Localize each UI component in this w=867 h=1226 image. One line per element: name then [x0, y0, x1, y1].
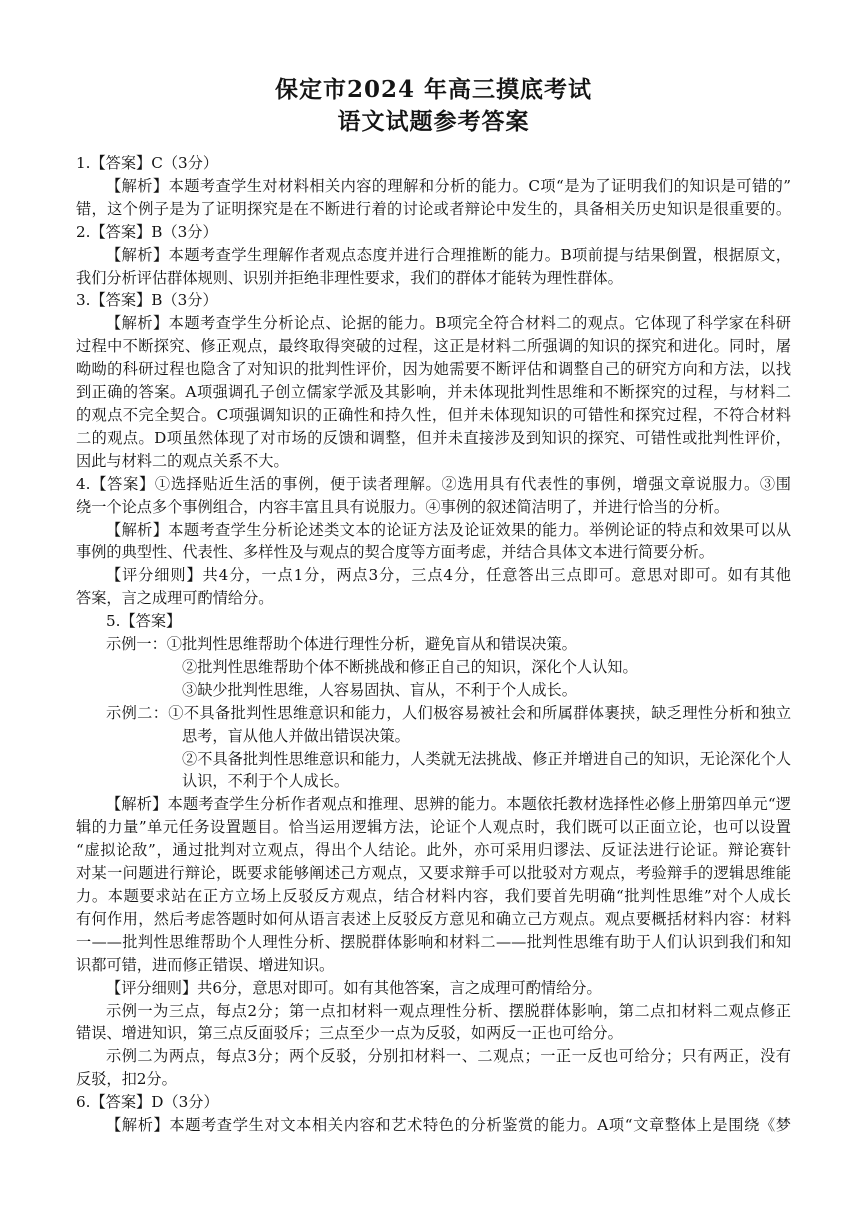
text-line: 示例二：①不具备批判性思维意识和能力，人们极容易被社会和所属群体裹挟，缺乏理性分析和独立 — [106, 703, 791, 722]
page-subtitle: 语文试题参考答案 — [337, 108, 530, 135]
text-line: ③缺少批判性思维，人容易固执、盲从，不利于个人成长。 — [182, 680, 577, 699]
text-line: 1.【答案】C（3分） — [76, 154, 219, 172]
text-line: “虚拟论敌”，通过批判对立观点，得出个人结论。此外，亦可采用归谬法、反证法进行论证。辩论赛针 — [76, 841, 791, 860]
text-line: 反驳，扣2分。 — [76, 1070, 177, 1089]
text-line: 【解析】本题考查学生分析作者观点和推理、思辨的能力。本题依托教材选择性必修上册第四单元“逻 — [106, 795, 791, 814]
text-line: 示例一为三点，每点2分；第一点扣材料一观点理性分析、摆脱群体影响，第二点扣材料二观点修正 — [106, 1001, 791, 1020]
text-line: 示例一：①批判性思维帮助个体进行理性分析，避免盲从和错误决策。 — [106, 635, 577, 654]
text-line: 答案，言之成理可酌情给分。 — [76, 589, 274, 608]
text-line: 辑的力量”单元任务设置题目。恰当运用逻辑方法，论证个人观点时，我们既可以正面立论，也可以设置 — [76, 818, 791, 837]
text-line: 6.【答案】D（3分） — [76, 1093, 219, 1112]
text-line: 3.【答案】B（3分） — [76, 291, 218, 310]
answer-body — [76, 152, 791, 1137]
text-line: 认识，不利于个人成长。 — [182, 772, 350, 791]
text-line: ②不具备批判性思维意识和能力，人类就无法挑战、修正并增进自己的知识，无论深化个人 — [182, 749, 791, 768]
text-line: 我们分析评估群体规则、识别并拒绝非理性要求，我们的群体才能转为理性群体。 — [76, 268, 623, 287]
text-line: 识都可错，进而修正错误、增进知识。 — [76, 955, 335, 974]
text-line: 4.【答案】①选择贴近生活的事例，便于读者理解。②选用具有代表性的事例，增强文章说服力。③围 — [76, 474, 791, 493]
text-line: 有何作用，然后考虑答题时如何从语言表述上反驳反方意见和确立己方观点。观点要概括材料内容：材料 — [76, 909, 791, 928]
header — [76, 74, 791, 138]
text-line: 二的观点。D项虽然体现了对市场的反馈和调整，但并未直接涉及到知识的探究、可错性或批判性评价， — [76, 428, 791, 447]
page-title: 保定市2024 年高三摸底考试 — [274, 76, 593, 103]
text-line: 因此与材料二的观点关系不大。 — [76, 451, 289, 470]
text-line: 一——批判性思维帮助个人理性分析、摆脱群体影响和材料二——批判性思维有助于人们认识到我们和知 — [76, 932, 791, 951]
text-line: 呦呦的科研过程也隐含了对知识的批判性评价，因为她需要不断评估和调整自己的研究方向和方法，以找 — [76, 360, 791, 379]
text-line: 示例二为两点，每点3分；两个反驳，分别扣材料一、二观点；一正一反也可给分；只有两正，没有 — [106, 1047, 791, 1066]
text-line: 5.【答案】 — [106, 612, 182, 631]
text-line: 【解析】本题考查学生对材料相关内容的理解和分析的能力。C项“是为了证明我们的知识是可错的” — [106, 176, 791, 195]
text-line: 【解析】本题考查学生理解作者观点态度并进行合理推断的能力。B项前提与结果倒置，根据原文， — [106, 245, 791, 264]
text-line: 事例的典型性、代表性、多样性及与观点的契合度等方面考虑，并结合具体文本进行简要分析。 — [76, 543, 714, 562]
text-line: 2.【答案】B（3分） — [76, 222, 218, 241]
text-line: 【评分细则】共4分，一点1分，两点3分，三点4分，任意答出三点即可。意思对即可。如有其他 — [106, 566, 791, 585]
text-line: 【解析】本题考查学生分析论述类文本的论证方法及论证效果的能力。举例论证的特点和效果可以从 — [106, 520, 791, 539]
text-line: 错误、增进知识，第三点反面驳斥；三点至少一点为反驳，如两反一正也可给分。 — [76, 1024, 623, 1043]
text-line: 到正确的答案。A项强调孔子创立儒家学派及其影响，并未体现批判性思维和不断探究的过程，与材料二 — [76, 383, 791, 402]
text-line: 力。本题要求站在正方立场上反驳反方观点，结合材料内容，我们要首先明确“批判性思维”对个人成长 — [76, 887, 791, 905]
text-line: 对某一问题进行辩论，既要求能够阐述己方观点，又要求辩手可以批驳对方观点，考验辩手的逻辑思维能 — [76, 864, 791, 883]
text-line: 错，这个例子是为了证明探究是在不断进行着的讨论或者辩论中发生的，具备相关历史知识是很重要的。 — [76, 199, 791, 218]
text-line: 【解析】本题考查学生对文本相关内容和艺术特色的分析鉴赏的能力。A项“文章整体上是围绕《梦 — [106, 1116, 791, 1135]
text-line: 的观点不完全契合。C项强调知识的正确性和持久性，但并未体现知识的可错性和探究过程，不符合材料 — [76, 405, 791, 424]
text-line: ②批判性思维帮助个体不断挑战和修正自己的知识，深化个人认知。 — [182, 657, 638, 676]
text-line: 绕一个论点多个事例组合，内容丰富且具有说服力。④事例的叙述简洁明了，并进行恰当的分析。 — [76, 497, 730, 516]
text-line: 思考，盲从他人并做出错误决策。 — [182, 726, 410, 745]
text-line: 【评分细则】共6分，意思对即可。如有其他答案，言之成理可酌情给分。 — [106, 978, 602, 997]
text-line: 【解析】本题考查学生分析论点、论据的能力。B项完全符合材料二的观点。它体现了科学家在科研 — [106, 314, 791, 333]
text-line: 过程中不断探究、修正观点，最终取得突破的过程，这正是材料二所强调的知识的探究和进化。同时，屠 — [76, 337, 791, 356]
